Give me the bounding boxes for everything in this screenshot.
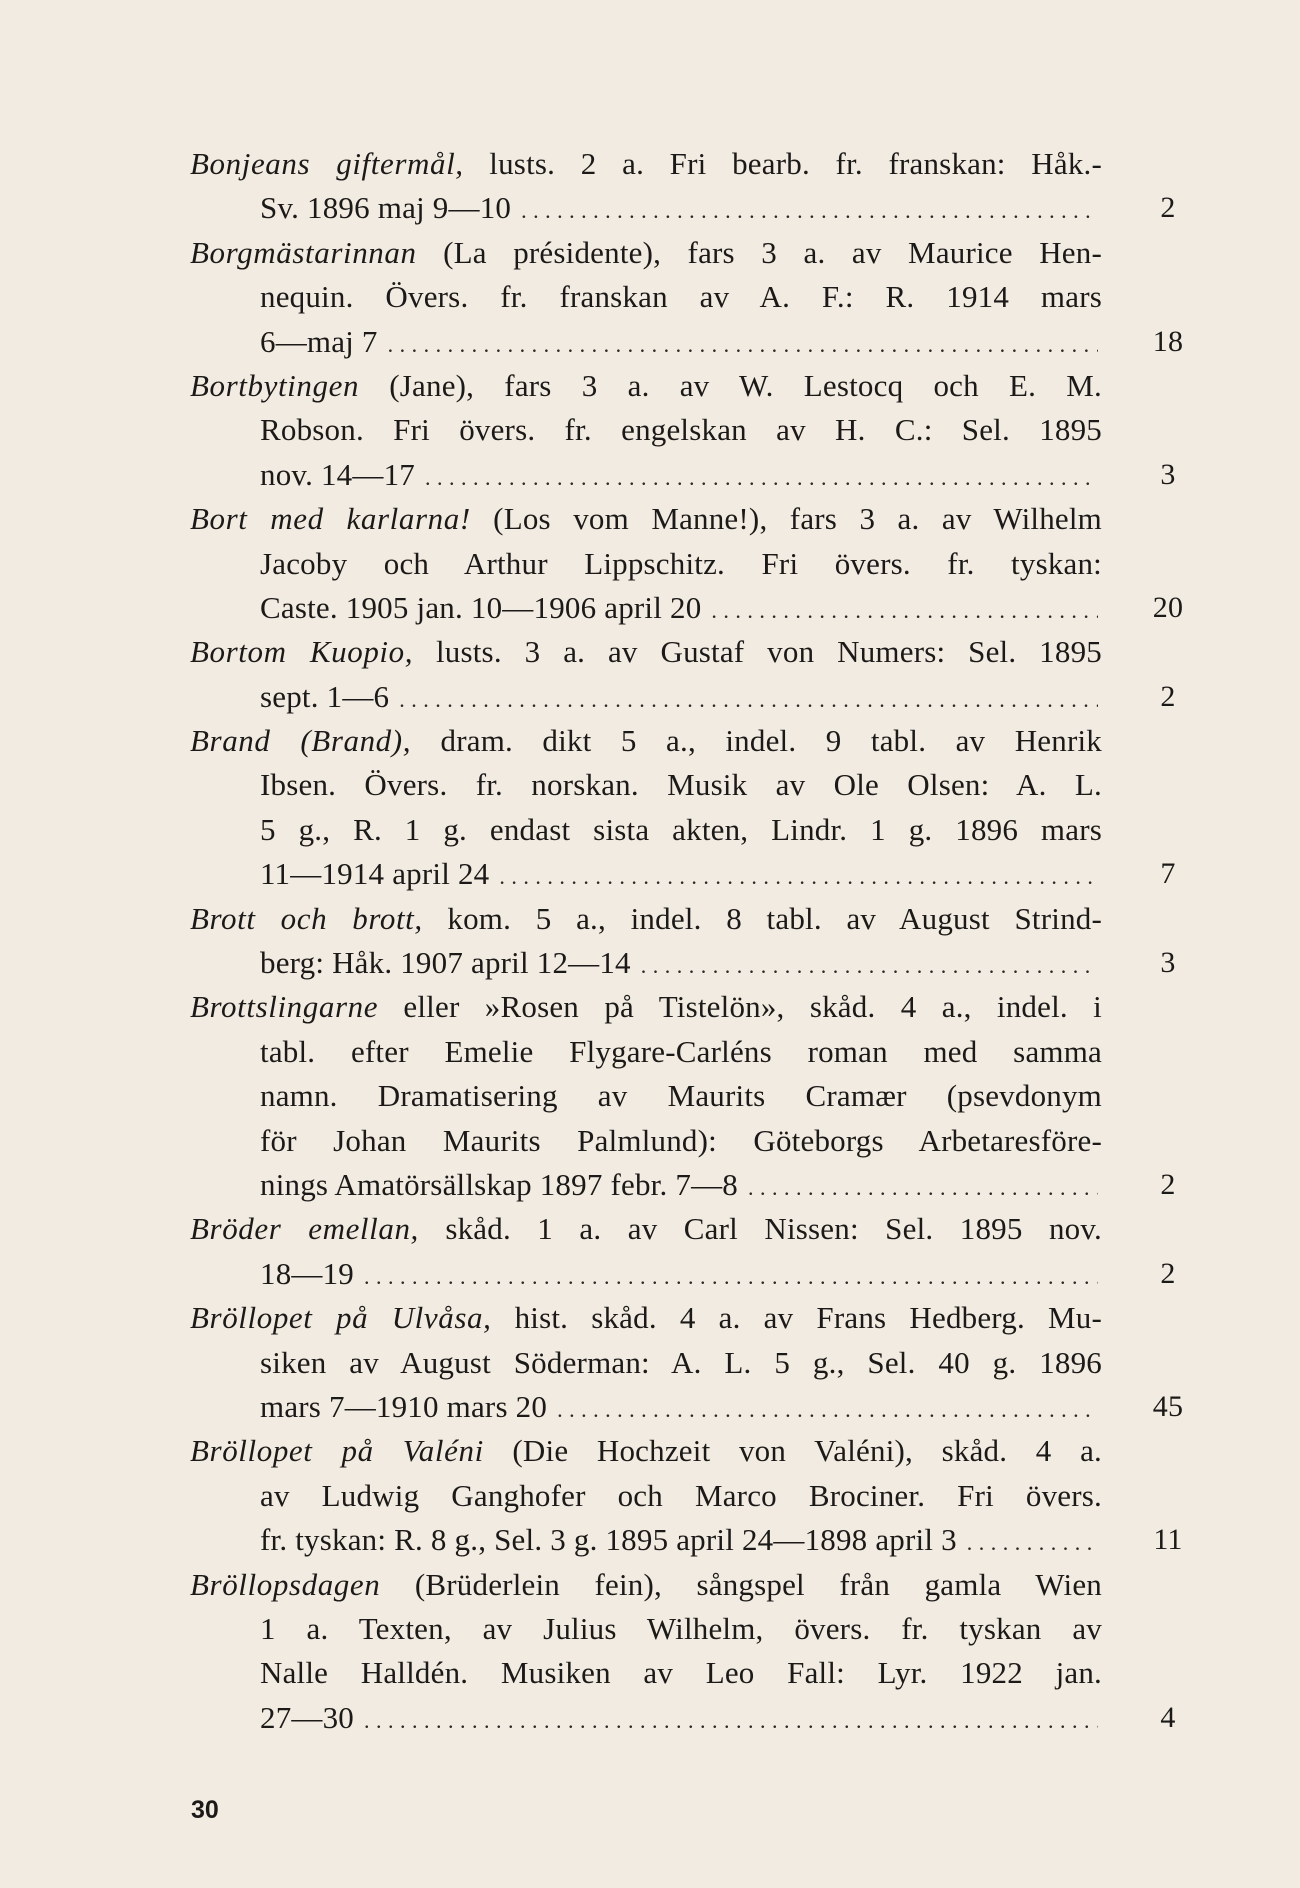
dot-leader [388, 323, 1098, 367]
entry-continuation-line [190, 1074, 1190, 1118]
performance-count: 3 [1160, 946, 1176, 980]
entry-first-line [190, 1207, 1190, 1251]
entry-first-line [190, 497, 1190, 541]
catalog-entry [190, 1207, 1190, 1296]
dot-leader [425, 456, 1098, 500]
catalog-entry [190, 497, 1190, 630]
entry-text: siken av August Söderman: A. L. 5 g., Sel. 40 g. 1896 [260, 1344, 1102, 1380]
catalog-entry [190, 364, 1190, 497]
entry-text: nequin. Övers. fr. franskan av A. F.: R. 1914 mars [260, 279, 1102, 315]
dot-leader [499, 855, 1098, 899]
entry-text: (La présidente), fars 3 a. av Maurice Hen- [416, 234, 1102, 270]
entry-continuation-line [190, 852, 1176, 896]
entry-continuation-line [190, 1651, 1190, 1695]
entry-list [190, 142, 1190, 1740]
entry-text: Sv. 1896 maj 9—10 [260, 190, 512, 226]
entry-first-line [190, 1429, 1190, 1473]
entry-text: namn. Dramatisering av Maurits Cramær (psevdonym [260, 1078, 1102, 1114]
entry-text: 27—30 [260, 1699, 354, 1735]
entry-continuation-line [190, 542, 1190, 586]
entry-continuation-line [190, 1607, 1190, 1651]
entry-text: 11—1914 april 24 [260, 856, 490, 892]
dot-leader [364, 1255, 1098, 1299]
entry-title: Bonjeans giftermål, [190, 146, 464, 181]
entry-title: Brott och brott, [190, 900, 423, 936]
dot-leader [364, 1699, 1098, 1743]
entry-text: Nalle Halldén. Musiken av Leo Fall: Lyr. 1922 jan. [260, 1655, 1102, 1691]
entry-continuation-line [190, 1252, 1176, 1296]
entry-text: mars 7—1910 mars 20 [260, 1388, 548, 1424]
entry-continuation-line [190, 1341, 1190, 1385]
performance-count: 2 [1160, 1167, 1176, 1201]
entry-text: hist. skåd. 4 a. av Frans Hedberg. Mu- [491, 1300, 1103, 1336]
dot-leader [748, 1166, 1098, 1210]
entry-continuation-line [190, 763, 1190, 807]
entry-text: dram. dikt 5 a., indel. 9 tabl. av Henrik [411, 723, 1102, 759]
dot-leader [641, 944, 1098, 988]
entry-first-line [190, 897, 1190, 941]
entry-text: Caste. 1905 jan. 10—1906 april 20 [260, 589, 702, 625]
dot-leader [557, 1388, 1098, 1432]
catalog-entry [190, 1296, 1190, 1429]
entry-continuation-line [190, 1474, 1190, 1518]
entry-title: Brand (Brand), [190, 723, 412, 759]
entry-text: nov. 14—17 [260, 456, 415, 492]
performance-count: 20 [1152, 590, 1184, 624]
entry-continuation-line [190, 1696, 1176, 1740]
entry-title: Bröllopet på Valéni [190, 1433, 484, 1469]
entry-continuation-line [190, 1030, 1190, 1074]
entry-continuation-line [190, 675, 1176, 719]
entry-text: skåd. 1 a. av Carl Nissen: Sel. 1895 nov. [418, 1211, 1102, 1247]
entry-text: (Brüderlein fein), sångspel från gamla Wien [380, 1566, 1102, 1602]
catalog-entry [190, 719, 1190, 897]
catalog-entry [190, 985, 1190, 1207]
performance-count: 45 [1152, 1389, 1184, 1423]
entry-text: tabl. efter Emelie Flygare-Carléns roman med samma [260, 1033, 1102, 1069]
entry-continuation-line [190, 1518, 1183, 1562]
entry-first-line [190, 1563, 1190, 1607]
entry-text: Jacoby och Arthur Lippschitz. Fri övers. fr. tyskan: [260, 545, 1102, 581]
performance-count: 3 [1160, 457, 1176, 491]
entry-text: av Ludwig Ganghofer och Marco Brociner. Fri övers. [260, 1477, 1102, 1513]
entry-text: (Jane), fars 3 a. av W. Lestocq och E. M. [359, 367, 1102, 403]
entry-continuation-line [190, 808, 1190, 852]
entry-text: lusts. 2 a. Fri bearb. fr. franskan: Håk.- [463, 146, 1102, 181]
entry-title: Bröllopet på Ulvåsa, [190, 1300, 492, 1336]
entry-continuation-line [190, 941, 1176, 985]
entry-text: 18—19 [260, 1255, 354, 1291]
entry-title: Brottslingarne [190, 989, 379, 1025]
dot-leader [521, 189, 1098, 233]
entry-continuation-line [190, 1163, 1176, 1207]
entry-continuation-line [190, 453, 1176, 497]
entry-first-line [190, 630, 1190, 674]
entry-first-line [190, 364, 1190, 408]
entry-continuation-line [190, 186, 1176, 230]
performance-count: 2 [1160, 679, 1176, 713]
performance-count: 4 [1160, 1700, 1176, 1734]
entry-title: Borgmästarinnan [190, 234, 417, 270]
entry-text: för Johan Maurits Palmlund): Göteborgs Arbetaresföre- [260, 1122, 1102, 1158]
entry-text: fr. tyskan: R. 8 g., Sel. 3 g. 1895 april 24—1898 april 3 [260, 1522, 957, 1558]
entry-text: 6—maj 7 [260, 323, 378, 359]
entry-text: 1 a. Texten, av Julius Wilhelm, övers. fr. tyskan av [260, 1610, 1102, 1646]
performance-count: 7 [1160, 857, 1176, 891]
catalog-entry [190, 142, 1190, 231]
entry-text: (Los vom Manne!), fars 3 a. av Wilhelm [470, 501, 1102, 537]
catalog-entry [190, 1429, 1190, 1562]
entry-continuation-line [190, 1385, 1184, 1429]
catalog-entry [190, 897, 1190, 986]
performance-count: 18 [1152, 324, 1184, 358]
entry-title: Bröder emellan, [190, 1211, 419, 1247]
entry-text: Ibsen. Övers. fr. norskan. Musik av Ole Olsen: A. L. [260, 767, 1102, 803]
performance-count: 2 [1160, 191, 1176, 225]
entry-title: Bortom Kuopio, [190, 634, 414, 670]
performance-count: 11 [1153, 1523, 1183, 1557]
entry-continuation-line [190, 275, 1190, 319]
entry-text: kom. 5 a., indel. 8 tabl. av August Strind- [422, 900, 1102, 936]
catalog-entry [190, 231, 1190, 364]
entry-first-line [190, 142, 1190, 186]
entry-text: Robson. Fri övers. fr. engelskan av H. C.: Sel. 1895 [260, 412, 1102, 448]
entry-text: sept. 1—6 [260, 678, 390, 714]
dot-leader [711, 589, 1098, 633]
catalog-entry [190, 1563, 1190, 1741]
entry-title: Bröllopsdagen [190, 1566, 381, 1602]
entry-first-line [190, 719, 1190, 763]
entry-text: berg: Håk. 1907 april 12—14 [260, 945, 631, 981]
entry-title: Bort med karlarna! [190, 501, 471, 537]
entry-continuation-line [190, 320, 1184, 364]
entry-text: nings Amatörsällskap 1897 febr. 7—8 [260, 1166, 738, 1202]
dot-leader [967, 1521, 1098, 1565]
entry-first-line [190, 985, 1190, 1029]
entry-text: eller »Rosen på Tistelön», skåd. 4 a., indel. i [378, 989, 1102, 1025]
entry-continuation-line [190, 586, 1184, 630]
entry-first-line [190, 231, 1190, 275]
entry-continuation-line [190, 408, 1190, 452]
entry-first-line [190, 1296, 1190, 1340]
entry-title: Bortbytingen [190, 367, 360, 403]
entry-text: 5 g., R. 1 g. endast sista akten, Lindr. 1 g. 1896 mars [260, 811, 1102, 847]
entry-text: (Die Hochzeit von Valéni), skåd. 4 a. [483, 1433, 1102, 1469]
entry-text: lusts. 3 a. av Gustaf von Numers: Sel. 1895 [413, 634, 1102, 670]
page-number: 30 [191, 1796, 219, 1824]
entry-continuation-line [190, 1119, 1190, 1163]
catalog-entry [190, 630, 1190, 719]
performance-count: 2 [1160, 1256, 1176, 1290]
dot-leader [399, 678, 1098, 722]
